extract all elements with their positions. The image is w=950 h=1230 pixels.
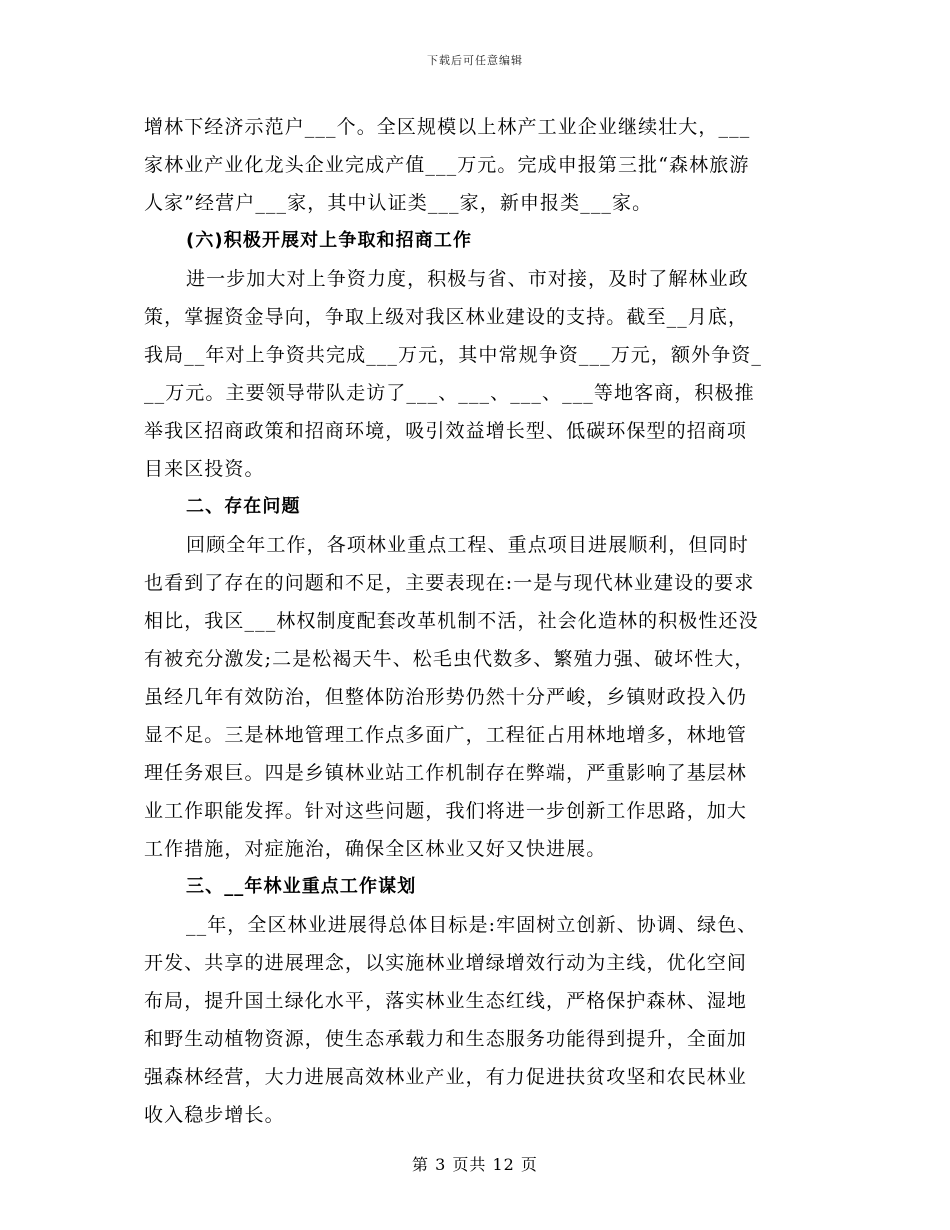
text-line: 目来区投资。 [144,458,265,480]
text-line: 显不足。三是林地管理工作点多面广，工程征占用林地增多，林地管 [144,724,748,746]
text-line: 业工作职能发挥。针对这些问题，我们将进一步创新工作思路，加大 [144,800,748,822]
text-line: 相比，我区___林权制度配套改革机制不活，社会化造林的积极性还没 [144,610,759,632]
text-line: 我局__年对上争资共完成___万元，其中常规争资___万元，额外争资_ [144,344,763,366]
text-line: 回顾全年工作，各项林业重点工程、重点项目进展顺利，但同时 [186,534,749,556]
text-line: __万元。主要领导带队走访了___、___、___、___等地客商，积极推 [144,382,755,404]
text-line: 布局，提升国土绿化水平，落实林业生态红线，严格保护森林、湿地 [144,990,748,1012]
text-line: 策，掌握资金导向，争取上级对我区林业建设的支持。截至__月底， [144,306,749,328]
text-line: 增林下经济示范户___个。全区规模以上林产工业企业继续壮大，___ [144,116,751,138]
text-line: 人家”经营户___家，其中认证类___家，新申报类___家。 [144,192,653,214]
section-heading: 二、存在问题 [186,496,301,517]
text-line: 工作措施，对症施治，确保全区林业又好又快进展。 [144,838,607,860]
text-line: 进一步加大对上争资力度，积极与省、市对接，及时了解林业政 [186,268,749,290]
document-body [144,108,806,1134]
text-line: 有被充分激发;二是松褐天牛、松毛虫代数多、繁殖力强、破坏性大， [144,648,755,670]
text-line: 收入稳步增长。 [144,1104,285,1126]
section-heading: 三、__年林业重点工作谋划 [186,876,417,897]
text-line: 虽经几年有效防治，但整体防治形势仍然十分严峻，乡镇财政投入仍 [144,686,748,708]
section-heading: (六)积极开展对上争取和招商工作 [186,230,473,251]
text-line: 和野生动植物资源，使生态承载力和生态服务功能得到提升，全面加 [144,1028,748,1050]
text-line: __年，全区林业进展得总体目标是:牢固树立创新、协调、绿色、 [186,914,758,936]
page-header-note: 下载后可任意编辑 [427,54,523,67]
text-line: 理任务艰巨。四是乡镇林业站工作机制存在弊端，严重影响了基层林 [144,762,748,784]
page-footer: 第 3 页共 12 页 [412,1155,538,1174]
text-line: 也看到了存在的问题和不足，主要表现在:一是与现代林业建设的要求 [144,572,755,594]
text-line: 家林业产业化龙头企业完成产值___万元。完成申报第三批“森林旅游 [144,154,750,176]
text-line: 强森林经营，大力进展高效林业产业，有力促进扶贫攻坚和农民林业 [144,1066,748,1088]
text-line: 举我区招商政策和招商环境，吸引效益增长型、低碳环保型的招商项 [144,420,748,442]
text-line: 开发、共享的进展理念，以实施林业增绿增效行动为主线，优化空间 [144,952,748,974]
